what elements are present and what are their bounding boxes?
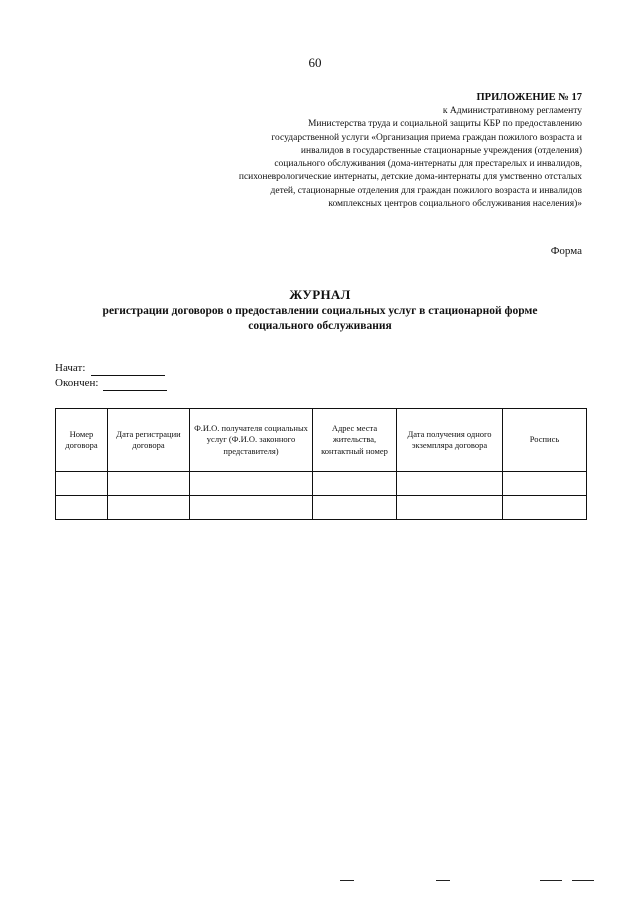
- column-header-recipient-name: Ф.И.О. получателя социальных услуг (Ф.И.О. законного представителя): [190, 409, 313, 472]
- appendix-line: социального обслуживания (дома-интернаты для престарелых и инвалидов,: [274, 159, 582, 170]
- started-label: Начат:: [55, 362, 86, 374]
- journal-subtitle-line: регистрации договоров о предоставлении социальных услуг в стационарной форме: [102, 305, 538, 317]
- table-cell: [108, 496, 190, 520]
- table-cell: [56, 496, 108, 520]
- journal-title: ЖУРНАЛ: [289, 287, 351, 302]
- appendix-line: Министерства труда и социальной защиты КБР по предоставлению: [307, 119, 582, 130]
- page-number: 60: [308, 55, 322, 70]
- table-cell: [313, 472, 397, 496]
- ended-date-row: [55, 376, 167, 391]
- table-cell: [56, 472, 108, 496]
- scan-artifact-dashes: [0, 880, 640, 886]
- ended-label: Окончен:: [55, 377, 99, 389]
- journal-subtitle: [60, 304, 580, 334]
- table-cell: [397, 496, 503, 520]
- column-header-registration-date: Дата регистрации договора: [108, 409, 190, 472]
- table-cell: [190, 472, 313, 496]
- table-cell: [108, 472, 190, 496]
- column-header-signature: Роспись: [503, 409, 587, 472]
- table-cell: [397, 472, 503, 496]
- appendix-line: государственной услуги «Организация приема граждан пожилого возраста и: [271, 132, 582, 143]
- scan-dash: [340, 880, 354, 881]
- appendix-line: к Административному регламенту: [442, 106, 582, 116]
- appendix-line: психоневрологические интернаты, детские дома-интернаты для умственно отсталых: [238, 172, 582, 183]
- column-header-address-phone: Адрес места жительства, контактный номер: [313, 409, 397, 472]
- appendix-line: комплексных центров социального обслуживания населения)»: [328, 199, 582, 210]
- table-cell: [313, 496, 397, 520]
- scan-dash: [436, 880, 450, 881]
- scan-dash: [572, 880, 594, 881]
- table-cell: [503, 472, 587, 496]
- ended-date-blank: [103, 379, 167, 391]
- table-header-row: [56, 409, 587, 472]
- started-date-blank: [91, 364, 165, 376]
- table-cell: [503, 496, 587, 520]
- scan-dash: [540, 880, 562, 881]
- appendix-line: детей, стационарные отделения для граждан пожилого возраста и инвалидов: [270, 185, 582, 196]
- register-table: [55, 408, 587, 520]
- journal-dates: [55, 361, 167, 391]
- column-header-copy-received-date: Дата получения одного экземпляра договора: [397, 409, 503, 472]
- table-row: [56, 472, 587, 496]
- table-cell: [190, 496, 313, 520]
- appendix-line: инвалидов в государственные стационарные учреждения (отделения): [300, 145, 582, 156]
- journal-subtitle-line: социального обслуживания: [248, 320, 392, 332]
- form-label: Форма: [550, 245, 582, 257]
- appendix-block: [142, 91, 582, 211]
- table-row: [56, 496, 587, 520]
- column-header-contract-number: Номер договора: [56, 409, 108, 472]
- appendix-title: ПРИЛОЖЕНИЕ № 17: [476, 92, 582, 103]
- started-date-row: [55, 361, 167, 376]
